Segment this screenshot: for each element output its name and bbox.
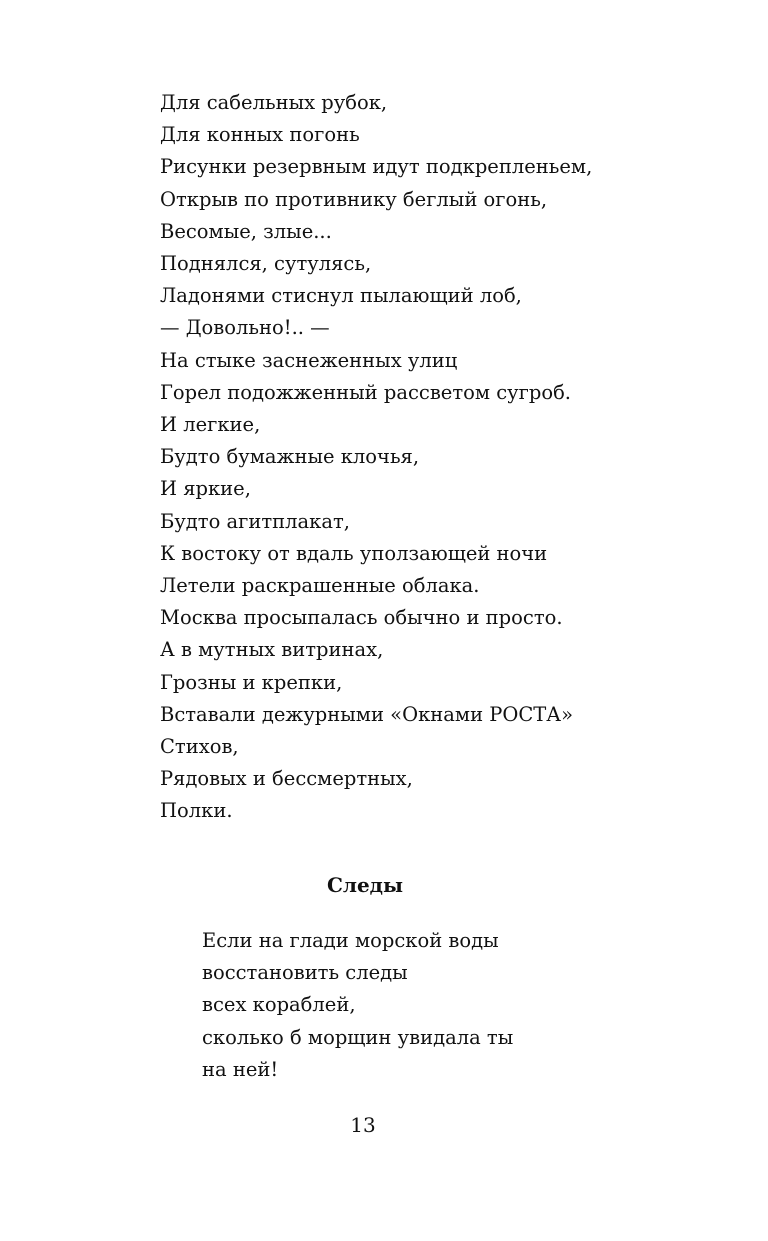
- page-number: 13: [350, 1113, 376, 1137]
- poem-line: Весомые, злые...: [160, 219, 332, 243]
- poem-line: — Довольно!.. —: [160, 316, 330, 340]
- poem-line: Для конных погонь: [160, 123, 360, 147]
- poem-line: К востоку от вдаль уползающей ночи: [160, 541, 548, 565]
- poem-line: Вставали дежурными «Окнами РОСТА»: [160, 702, 573, 726]
- poem-line: Рисунки резервным идут подкрепленьем,: [160, 155, 593, 179]
- poem-line: Будто бумажные клочья,: [160, 445, 420, 469]
- poem-line: И легкие,: [160, 413, 261, 437]
- poem-line: Будто агитплакат,: [160, 509, 350, 533]
- poem-line: Рядовых и бессмертных,: [160, 767, 413, 791]
- poem-line: восстановить следы: [202, 961, 408, 985]
- poem-title: Следы: [326, 873, 404, 897]
- poem-line: А в мутных витринах,: [160, 638, 384, 662]
- poem-line: сколько б морщин увидала ты: [202, 1025, 514, 1049]
- poem-line: всех кораблей,: [202, 993, 356, 1017]
- poem-line: Москва просыпалась обычно и просто.: [160, 606, 563, 630]
- poem-line: Поднялся, сутулясь,: [160, 252, 372, 276]
- poem-line: Стихов,: [160, 735, 239, 759]
- poem-line: Открыв по противнику беглый огонь,: [160, 187, 548, 211]
- poem-line: Летели раскрашенные облака.: [160, 574, 480, 598]
- poem-line: И яркие,: [160, 477, 251, 501]
- poem-line: Для сабельных рубок,: [160, 91, 388, 114]
- poem-line: Ладонями стиснул пылающий лоб,: [160, 284, 522, 308]
- poem-line: Грозны и крепки,: [160, 670, 343, 694]
- poem-line: На стыке заснеженных улиц: [160, 348, 458, 372]
- poem-line: Полки.: [160, 799, 233, 823]
- poem-line: на ней!: [202, 1057, 279, 1081]
- poem-line: Горел подожженный рассветом сугроб.: [160, 380, 572, 404]
- poem-stanza: [202, 925, 513, 1086]
- poem-line: Если на глади морской воды: [202, 929, 499, 952]
- poem-stanza: [160, 87, 592, 828]
